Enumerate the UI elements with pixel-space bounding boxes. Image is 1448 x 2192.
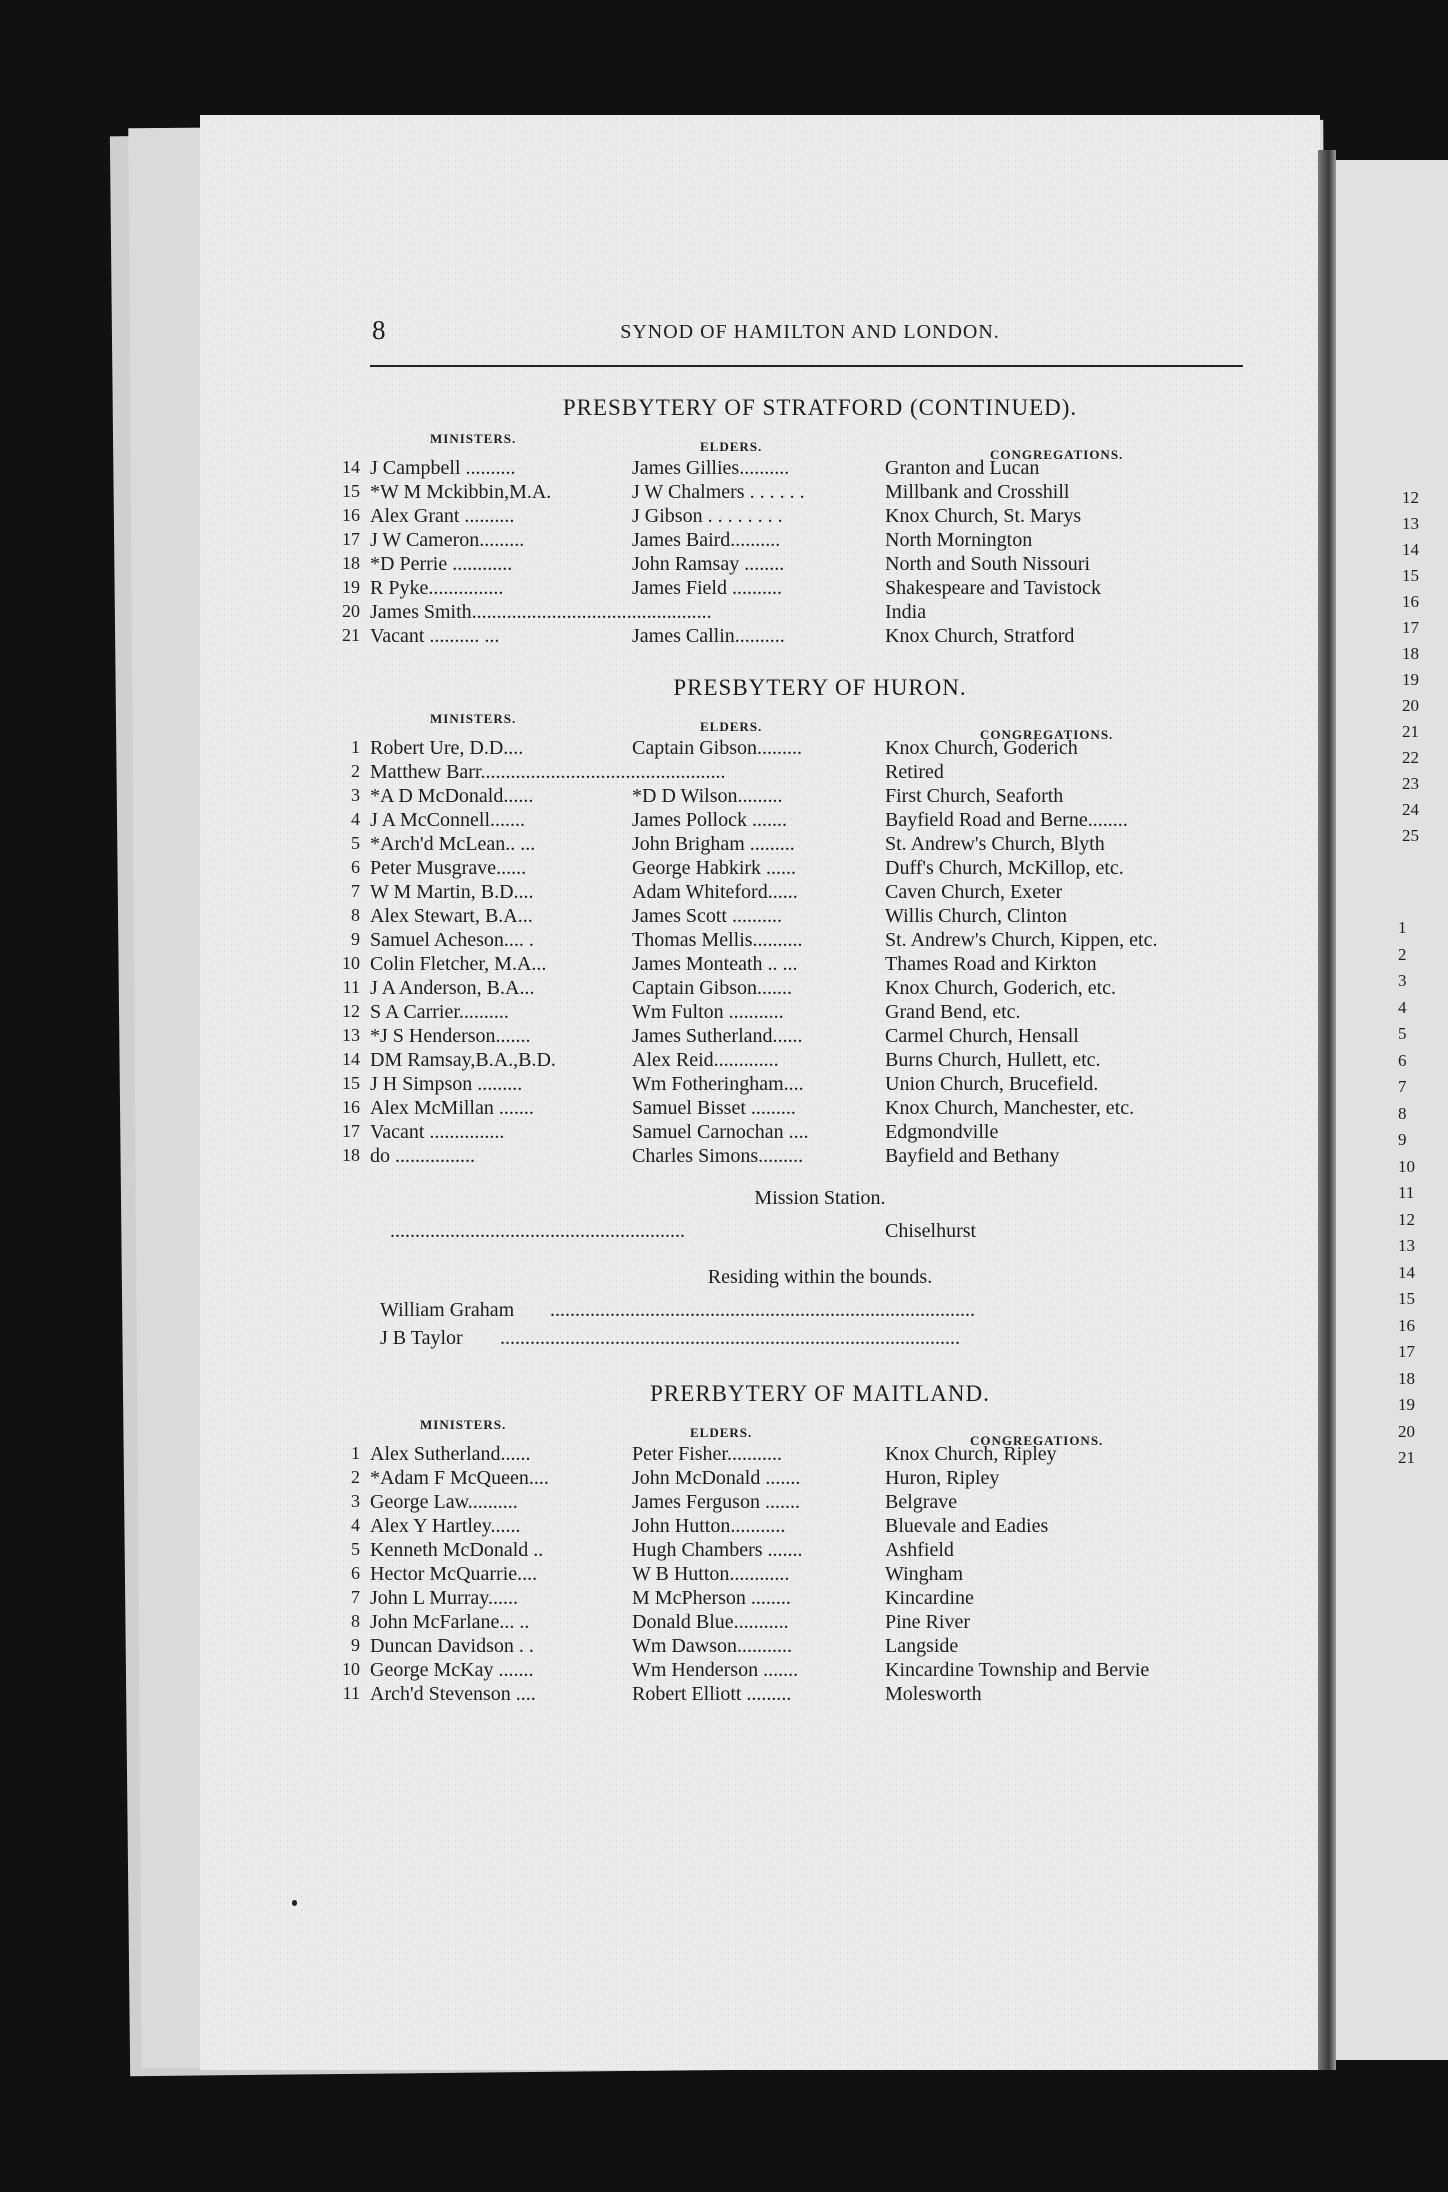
minister-name: DM Ramsay,B.A.,B.D.	[370, 1049, 556, 1071]
congregation-name: Belgrave	[885, 1491, 958, 1513]
minister-name: *D Perrie ............	[370, 553, 513, 575]
congregation-name: North Mornington	[885, 529, 1033, 551]
facing-page-number: 15	[1398, 1289, 1415, 1308]
residing-row	[370, 1327, 1270, 1355]
facing-page-number: 3	[1398, 971, 1407, 990]
row-number: 16	[342, 1097, 360, 1117]
congregation-name: North and South Nissouri	[885, 553, 1090, 575]
facing-page-number: 17	[1398, 1342, 1415, 1361]
row-number: 21	[342, 625, 360, 645]
row-number: 17	[342, 529, 360, 549]
row-number: 2	[351, 761, 360, 781]
minister-name: Alex Grant ..........	[370, 505, 515, 527]
facing-page-number: 21	[1398, 1448, 1415, 1467]
congregation-name: Caven Church, Exeter	[885, 881, 1063, 903]
row-number: 8	[351, 905, 360, 925]
residing-name: J B Taylor	[380, 1327, 463, 1349]
facing-page-number: 7	[1398, 1077, 1407, 1096]
mission-station-row	[370, 1220, 1270, 1248]
row-number: 14	[342, 1049, 360, 1069]
col-head-congregations: CONGREGATIONS.	[970, 1433, 1104, 1448]
minister-name: Vacant ...............	[370, 1121, 505, 1143]
elder-name: James Baird..........	[632, 529, 781, 551]
facing-page-number: 9	[1398, 1130, 1407, 1149]
list-row	[342, 577, 1270, 601]
minister-name: J Campbell ..........	[370, 457, 516, 479]
facing-page-number: 1	[1398, 918, 1407, 937]
minister-name: Duncan Davidson . .	[370, 1635, 534, 1657]
congregation-name: Bayfield Road and Berne........	[885, 809, 1128, 831]
elder-name: Hugh Chambers .......	[632, 1539, 803, 1561]
list-row	[351, 809, 1270, 833]
congregation-name: Bluevale and Eadies	[885, 1515, 1049, 1537]
minister-name: Alex Y Hartley......	[370, 1515, 521, 1537]
facing-page-number: 13	[1398, 1236, 1415, 1255]
col-head-ministers: MINISTERS.	[420, 1417, 507, 1432]
facing-page-number: 16	[1402, 592, 1419, 611]
congregation-name: India	[885, 601, 927, 623]
elder-name: J W Chalmers . . . . . .	[632, 481, 805, 503]
row-number: 11	[342, 977, 360, 997]
elder-name: Thomas Mellis..........	[632, 929, 803, 951]
row-number: 20	[342, 601, 360, 621]
list-row	[351, 761, 1270, 785]
facing-page-number: 17	[1402, 618, 1419, 637]
facing-page-number: 18	[1402, 644, 1419, 663]
residing-dots: .....................................................................................	[550, 1299, 975, 1321]
list-row	[351, 905, 1270, 929]
list-row	[351, 1467, 1270, 1491]
facing-page-number: 21	[1402, 722, 1419, 741]
document-page	[200, 115, 1320, 2070]
facing-page-number: 4	[1398, 997, 1407, 1017]
elder-name: Samuel Carnochan ....	[632, 1121, 809, 1143]
row-number: 16	[342, 505, 360, 525]
list-row	[351, 1539, 1270, 1563]
elder-name: James Scott ..........	[632, 905, 782, 927]
congregation-name: Knox Church, Ripley	[885, 1443, 1057, 1465]
congregation-name: Union Church, Brucefield.	[885, 1073, 1099, 1095]
congregation-name: Carmel Church, Hensall	[885, 1025, 1079, 1047]
elder-name: Captain Gibson.......	[632, 977, 792, 999]
list-row	[342, 1659, 1270, 1683]
facing-page-number: 10	[1398, 1156, 1415, 1176]
elder-name: J Gibson . . . . . . . .	[632, 505, 783, 527]
congregation-name: St. Andrew's Church, Blyth	[885, 833, 1105, 855]
facing-page-number: 11	[1398, 1183, 1415, 1202]
elder-name: James Sutherland......	[632, 1025, 803, 1047]
facing-page-number: 12	[1398, 1209, 1415, 1229]
section-title-huron: PRESBYTERY OF HURON.	[673, 675, 967, 700]
page-number: 8	[372, 315, 386, 345]
facing-page-number: 22	[1402, 748, 1419, 767]
elder-name: James Monteath .. ...	[632, 953, 798, 975]
row-number: 1	[351, 737, 360, 757]
column-headers-huron	[370, 701, 1270, 742]
section-title-stratford: PRESBYTERY OF STRATFORD (CONTINUED).	[562, 395, 1078, 420]
facing-page-number: 16	[1398, 1315, 1415, 1335]
huron-list	[342, 737, 1270, 1169]
ink-speck	[292, 1900, 297, 1906]
minister-name: do ................	[370, 1145, 475, 1167]
elder-name: John Brigham .........	[632, 833, 795, 855]
mission-station-heading: Mission Station.	[754, 1187, 886, 1209]
facing-page-number: 19	[1398, 1395, 1415, 1414]
elder-name: Wm Fulton ...........	[632, 1001, 784, 1023]
elder-name: Adam Whiteford......	[632, 881, 798, 903]
list-row	[342, 977, 1270, 1001]
facing-page-number: 24	[1402, 800, 1419, 819]
congregation-name: Edgmondville	[885, 1121, 999, 1143]
minister-name: Hector McQuarrie....	[370, 1563, 538, 1585]
facing-page-number: 18	[1398, 1368, 1415, 1388]
congregation-name: Thames Road and Kirkton	[885, 953, 1097, 975]
residing-name: William Graham	[380, 1299, 515, 1321]
minister-name: Samuel Acheson.... .	[370, 929, 534, 951]
row-number: 10	[342, 1659, 360, 1679]
row-number: 15	[342, 481, 360, 501]
column-headers-maitland	[370, 1407, 1270, 1448]
maitland-list	[342, 1443, 1270, 1707]
minister-name: Robert Ure, D.D....	[370, 737, 524, 759]
col-head-ministers: MINISTERS.	[430, 431, 517, 446]
congregation-name: First Church, Seaforth	[885, 785, 1064, 807]
minister-name: Matthew Barr.................................................	[370, 761, 726, 783]
list-row	[342, 457, 1270, 481]
congregation-name: Molesworth	[885, 1683, 982, 1705]
list-row	[351, 1635, 1270, 1659]
facing-page-number: 20	[1398, 1421, 1415, 1441]
congregation-name: Burns Church, Hullett, etc.	[885, 1049, 1101, 1071]
congregation-name: Kincardine Township and Bervie	[885, 1659, 1150, 1681]
row-number: 5	[351, 1539, 360, 1559]
minister-name: Vacant .......... ...	[370, 625, 500, 647]
congregation-name: Pine River	[885, 1611, 970, 1633]
elder-name: *D D Wilson.........	[632, 785, 783, 807]
col-head-congregations: CONGREGATIONS.	[980, 727, 1114, 742]
row-number: 15	[342, 1073, 360, 1093]
list-row	[342, 601, 1270, 625]
facing-page-number: 25	[1402, 826, 1419, 845]
elder-name: James Pollock .......	[632, 809, 787, 831]
facing-page-numbers-lower	[1398, 918, 1444, 1475]
mission-place: Chiselhurst	[885, 1220, 977, 1242]
minister-name: Peter Musgrave......	[370, 857, 527, 879]
row-number: 11	[342, 1683, 360, 1703]
elder-name: James Callin..........	[632, 625, 785, 647]
elder-name: Wm Fotheringham....	[632, 1073, 804, 1095]
list-row	[351, 857, 1270, 881]
row-number: 3	[351, 1491, 360, 1511]
congregation-name: Knox Church, St. Marys	[885, 505, 1082, 527]
minister-name: George Law..........	[370, 1491, 518, 1513]
list-row	[342, 1121, 1270, 1145]
elder-name: Robert Elliott .........	[632, 1683, 792, 1705]
list-row	[351, 929, 1270, 953]
congregation-name: Wingham	[885, 1563, 964, 1585]
congregation-name: Retired	[885, 761, 944, 783]
list-row	[351, 785, 1270, 809]
col-head-congregations: CONGREGATIONS.	[990, 447, 1124, 462]
list-row	[342, 553, 1270, 577]
row-number: 7	[351, 881, 360, 901]
elder-name: John Ramsay ........	[632, 553, 785, 575]
list-row	[342, 1145, 1270, 1169]
row-number: 9	[351, 1635, 360, 1655]
mission-dots: ...........................................................	[390, 1220, 685, 1242]
stratford-list	[342, 457, 1270, 649]
minister-name: J W Cameron.........	[370, 529, 525, 551]
row-number: 14	[342, 457, 360, 477]
row-number: 3	[351, 785, 360, 805]
running-head: SYNOD OF HAMILTON AND LONDON.	[620, 321, 1000, 343]
facing-page-number: 8	[1398, 1103, 1407, 1123]
congregation-name: Langside	[885, 1635, 959, 1657]
col-head-ministers: MINISTERS.	[430, 711, 517, 726]
row-number: 17	[342, 1121, 360, 1141]
list-row	[351, 1515, 1270, 1539]
residing-heading: Residing within the bounds.	[707, 1266, 933, 1288]
elder-name: James Ferguson .......	[632, 1491, 800, 1513]
facing-page-number: 5	[1398, 1024, 1407, 1043]
elder-name: Wm Henderson .......	[632, 1659, 799, 1681]
congregation-name: Bayfield and Bethany	[885, 1145, 1060, 1167]
row-number: 10	[342, 953, 360, 973]
row-number: 18	[342, 553, 360, 573]
elder-name: Donald Blue...........	[632, 1611, 789, 1633]
list-row	[342, 529, 1270, 553]
elder-name: W B Hutton............	[632, 1563, 790, 1585]
congregation-name: Duff's Church, McKillop, etc.	[885, 857, 1124, 879]
facing-page-number: 14	[1398, 1262, 1415, 1282]
minister-name: Kenneth McDonald ..	[370, 1539, 544, 1561]
congregation-name: Granton and Lucan	[885, 457, 1040, 479]
row-number: 13	[342, 1025, 360, 1045]
row-number: 8	[351, 1611, 360, 1631]
facing-page-number: 12	[1402, 488, 1419, 507]
residing-dots: ............................................................................................	[500, 1327, 960, 1349]
minister-name: *W M Mckibbin,M.A.	[370, 481, 552, 503]
congregation-name: Shakespeare and Tavistock	[885, 577, 1101, 599]
minister-name: J A Anderson, B.A...	[370, 977, 535, 999]
row-number: 6	[351, 1563, 360, 1583]
facing-page-number: 23	[1402, 774, 1419, 793]
col-head-elders: ELDERS.	[690, 1425, 753, 1440]
congregation-name: Grand Bend, etc.	[885, 1001, 1021, 1023]
facing-page-number: 19	[1402, 670, 1419, 689]
congregation-name: Knox Church, Manchester, etc.	[885, 1097, 1135, 1119]
column-headers-stratford	[370, 421, 1270, 462]
congregation-name: Millbank and Crosshill	[885, 481, 1070, 503]
elder-name: Captain Gibson.........	[632, 737, 802, 759]
minister-name: Alex Sutherland......	[370, 1443, 531, 1465]
minister-name: Alex Stewart, B.A...	[370, 905, 533, 927]
list-row	[342, 481, 1270, 505]
elder-name: John McDonald .......	[632, 1467, 801, 1489]
congregation-name: Knox Church, Stratford	[885, 625, 1075, 647]
list-row	[351, 833, 1270, 857]
facing-page-number: 2	[1398, 944, 1407, 964]
elder-name: Charles Simons.........	[632, 1145, 804, 1167]
elder-name: George Habkirk ......	[632, 857, 797, 879]
elder-name: Wm Dawson...........	[632, 1635, 792, 1657]
list-row	[351, 737, 1270, 761]
elder-name: Peter Fisher...........	[632, 1443, 782, 1465]
facing-page-number: 20	[1402, 696, 1419, 715]
list-row	[342, 1001, 1270, 1025]
col-head-elders: ELDERS.	[700, 439, 763, 454]
minister-name: R Pyke...............	[370, 577, 504, 599]
elder-name: James Field ..........	[632, 577, 782, 599]
list-row	[342, 1025, 1270, 1049]
congregation-name: Knox Church, Goderich	[885, 737, 1078, 759]
minister-name: John L Murray......	[370, 1587, 518, 1609]
list-row	[351, 1587, 1270, 1611]
elder-name: John Hutton...........	[632, 1515, 786, 1537]
row-number: 19	[342, 577, 360, 597]
minister-name: George McKay .......	[370, 1659, 534, 1681]
facing-page-number: 6	[1398, 1050, 1407, 1070]
minister-name: Colin Fletcher, M.A...	[370, 953, 547, 975]
minister-name: John McFarlane... ..	[370, 1611, 530, 1633]
congregation-name: Kincardine	[885, 1587, 974, 1609]
minister-name: S A Carrier..........	[370, 1001, 509, 1023]
facing-page-number: 14	[1402, 540, 1419, 559]
row-number: 12	[342, 1001, 360, 1021]
congregation-name: Ashfield	[885, 1539, 954, 1561]
row-number: 9	[351, 929, 360, 949]
minister-name: *J S Henderson.......	[370, 1025, 531, 1047]
minister-name: *Adam F McQueen....	[370, 1467, 549, 1489]
minister-name: J A McConnell.......	[370, 809, 526, 831]
elder-name: M McPherson ........	[632, 1587, 791, 1609]
row-number: 18	[342, 1145, 360, 1165]
list-row	[342, 1049, 1270, 1073]
list-row	[351, 1563, 1270, 1587]
col-head-elders: ELDERS.	[700, 719, 763, 734]
elder-name: Alex Reid.............	[632, 1049, 779, 1071]
facing-page-number: 15	[1402, 566, 1419, 585]
congregation-name: Huron, Ripley	[885, 1467, 1000, 1489]
list-row	[342, 1073, 1270, 1097]
row-number: 7	[351, 1587, 360, 1607]
row-number: 5	[351, 833, 360, 853]
list-row	[342, 1683, 1270, 1707]
minister-name: J H Simpson .........	[370, 1073, 523, 1095]
section-title-maitland: PRERBYTERY OF MAITLAND.	[650, 1381, 990, 1406]
minister-name: Alex McMillan .......	[370, 1097, 534, 1119]
row-number: 4	[351, 809, 360, 829]
elder-name: Samuel Bisset .........	[632, 1097, 796, 1119]
list-row	[351, 881, 1270, 905]
congregation-name: Knox Church, Goderich, etc.	[885, 977, 1117, 999]
minister-name: *A D McDonald......	[370, 785, 534, 807]
minister-name: Arch'd Stevenson ....	[370, 1683, 536, 1705]
page-content	[342, 315, 1270, 1707]
elder-name: James Gillies..........	[632, 457, 790, 479]
congregation-name: Willis Church, Clinton	[885, 905, 1067, 927]
minister-name: James Smith................................................	[370, 601, 712, 623]
row-number: 6	[351, 857, 360, 877]
facing-page-numbers-upper	[1402, 488, 1442, 852]
facing-page-number: 13	[1402, 514, 1419, 533]
row-number: 1	[351, 1443, 360, 1463]
list-row	[342, 505, 1270, 529]
row-number: 4	[351, 1515, 360, 1535]
list-row	[342, 953, 1270, 977]
list-row	[351, 1443, 1270, 1467]
row-number: 2	[351, 1467, 360, 1487]
list-row	[351, 1491, 1270, 1515]
list-row	[351, 1611, 1270, 1635]
page-header	[370, 315, 1270, 369]
residing-row	[370, 1299, 1270, 1327]
book-gutter	[1318, 150, 1336, 2070]
list-row	[342, 1097, 1270, 1121]
congregation-name: St. Andrew's Church, Kippen, etc.	[885, 929, 1158, 951]
list-row	[342, 625, 1270, 649]
minister-name: W M Martin, B.D....	[370, 881, 534, 903]
header-rule	[370, 365, 1243, 367]
minister-name: *Arch'd McLean.. ...	[370, 833, 536, 855]
